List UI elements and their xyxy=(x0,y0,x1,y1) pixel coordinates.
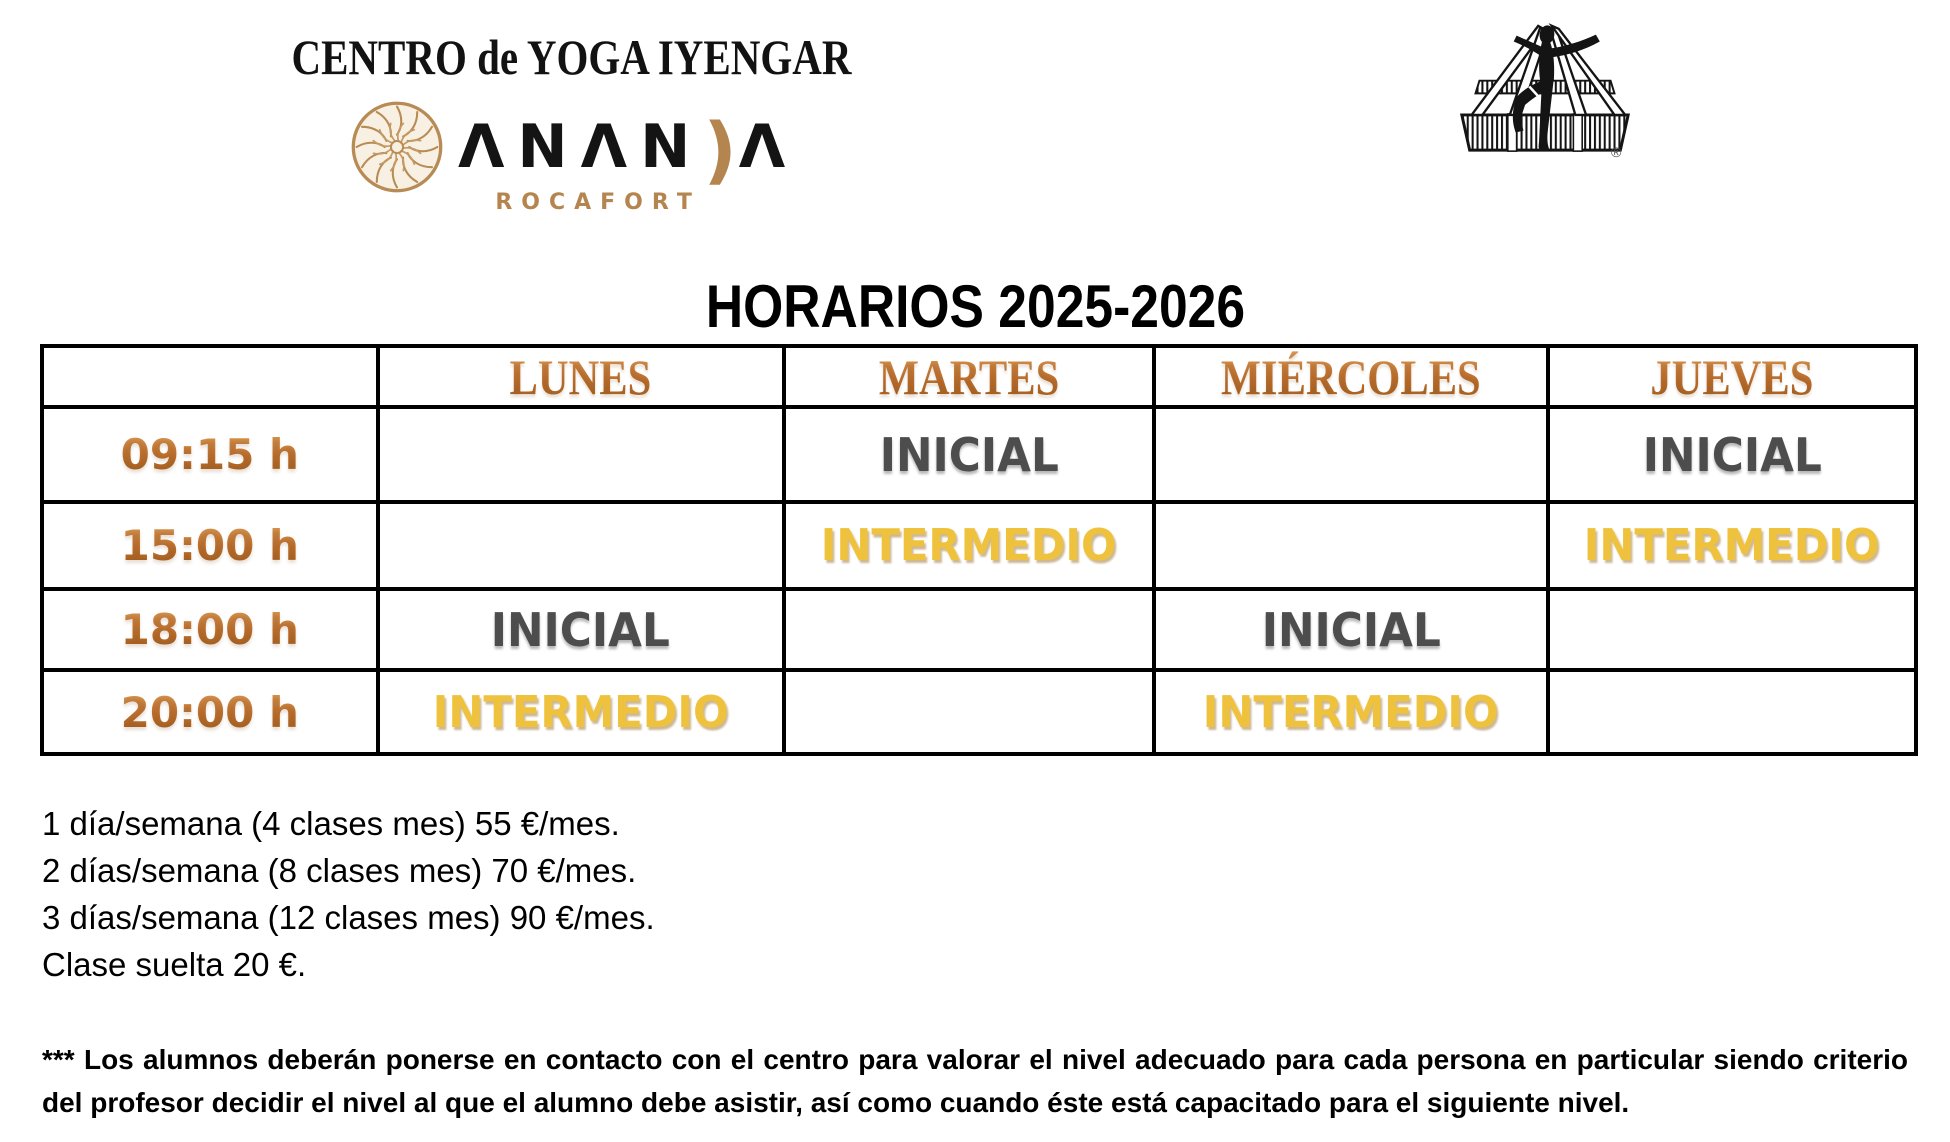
iyengar-institute-logo-icon xyxy=(1452,20,1638,162)
schedule-cell xyxy=(1550,504,1914,591)
page-title xyxy=(0,272,1950,341)
schedule-cell-empty xyxy=(1156,409,1549,504)
schedule-cell-empty xyxy=(1550,591,1914,672)
schedule-cell xyxy=(786,409,1156,504)
ananda-brand-logo xyxy=(350,100,798,215)
time-label: 09:15 h xyxy=(120,430,299,479)
day-header-label: JUEVES xyxy=(1650,348,1814,405)
level-label: INTERMEDIO xyxy=(1203,686,1499,738)
brand-crescent-d: ) xyxy=(703,108,739,193)
schedule-cell-empty xyxy=(1156,504,1549,591)
day-header-label: LUNES xyxy=(509,348,652,405)
pricing-list xyxy=(42,800,655,988)
registered-trademark: ® xyxy=(1611,144,1622,160)
level-label: INICIAL xyxy=(1642,427,1822,482)
brand-word-left: ΛNΛN xyxy=(458,112,704,182)
ananda-logo-text xyxy=(458,100,798,215)
day-header-label: MARTES xyxy=(878,348,1060,405)
time-label: 18:00 h xyxy=(120,605,299,654)
pricing-line: 3 días/semana (12 clases mes) 90 €/mes. xyxy=(42,899,655,936)
time-cell xyxy=(44,504,380,591)
schedule-cell-empty xyxy=(786,672,1156,752)
center-title-text: CENTRO de YOGA IYENGAR xyxy=(291,29,852,85)
schedule-table xyxy=(40,344,1918,756)
schedule-cell xyxy=(1156,591,1549,672)
page-title-text: HORARIOS 2025-2026 xyxy=(705,273,1245,340)
day-header-miercoles xyxy=(1156,348,1549,409)
schedule-cell xyxy=(786,504,1156,591)
schedule-cell-empty xyxy=(380,504,786,591)
pricing-line: 2 días/semana (8 clases mes) 70 €/mes. xyxy=(42,852,637,889)
time-cell xyxy=(44,672,380,752)
schedule-cell-empty xyxy=(380,409,786,504)
level-label: INTERMEDIO xyxy=(1583,520,1880,571)
pricing-line: 1 día/semana (4 clases mes) 55 €/mes. xyxy=(42,805,620,842)
level-label: INTERMEDIO xyxy=(821,520,1117,571)
schedule-cell-empty xyxy=(1550,672,1914,752)
schedule-cell xyxy=(380,591,786,672)
center-title xyxy=(230,28,880,86)
time-cell xyxy=(44,591,380,672)
time-label: 15:00 h xyxy=(120,521,299,570)
schedule-cell xyxy=(1550,409,1914,504)
level-label: INICIAL xyxy=(879,427,1059,482)
schedule-cell-empty xyxy=(786,591,1156,672)
corner-cell xyxy=(44,348,380,409)
day-header-martes xyxy=(786,348,1156,409)
pricing-line: Clase suelta 20 €. xyxy=(42,946,307,983)
level-label: INICIAL xyxy=(491,602,671,657)
brand-word xyxy=(458,108,799,193)
mandala-logo-icon xyxy=(350,100,444,194)
schedule-cell xyxy=(380,672,786,752)
time-label: 20:00 h xyxy=(120,687,299,737)
time-cell xyxy=(44,409,380,504)
level-label: INICIAL xyxy=(1261,602,1441,657)
schedule-cell xyxy=(1156,672,1549,752)
level-label: INTERMEDIO xyxy=(432,686,729,738)
note-text: *** Los alumnos deberán ponerse en contacto con el centro para valorar el nivel adecuado para cada persona en particular siendo criterio del profesor decidir el nivel al que el alumno debe asistir, así como cuando éste está capacitado para el siguiente nivel. xyxy=(42,1044,1908,1118)
day-header-jueves xyxy=(1550,348,1914,409)
brand-subtitle: ROCAFORT xyxy=(495,190,701,216)
brand-word-right: Λ xyxy=(738,112,799,182)
day-header-lunes xyxy=(380,348,786,409)
day-header-label: MIÉRCOLES xyxy=(1221,348,1481,405)
